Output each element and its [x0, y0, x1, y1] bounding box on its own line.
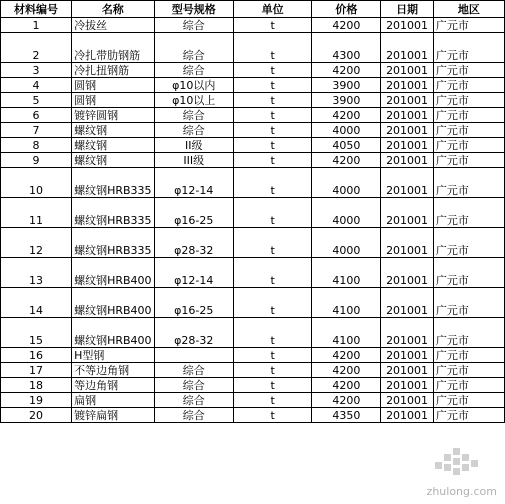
cell-name[interactable]: 螺纹钢HRB400 — [72, 288, 154, 318]
cell-region[interactable]: 广元市 — [433, 348, 504, 363]
cell-unit[interactable]: t — [233, 138, 312, 153]
table-row — [1, 168, 505, 198]
cell-material-id[interactable]: 6 — [1, 108, 72, 123]
cell-name[interactable]: 螺纹钢 — [72, 138, 154, 153]
table-body — [1, 18, 505, 423]
header-date[interactable]: 日期 — [381, 1, 434, 18]
cell-unit[interactable]: t — [233, 408, 312, 423]
cell-material-id[interactable]: 14 — [1, 288, 72, 318]
cell-unit[interactable]: t — [233, 18, 312, 33]
cell-material-id[interactable]: 8 — [1, 138, 72, 153]
cell-region[interactable]: 广元市 — [433, 33, 504, 63]
cell-region[interactable]: 广元市 — [433, 93, 504, 108]
cell-material-id[interactable]: 17 — [1, 363, 72, 378]
cell-date[interactable]: 201001 — [381, 18, 434, 33]
cell-material-id[interactable]: 1 — [1, 18, 72, 33]
cell-region[interactable]: 广元市 — [433, 168, 504, 198]
cell-spec[interactable]: 综合 — [154, 378, 233, 393]
cell-unit[interactable]: t — [233, 78, 312, 93]
cell-unit[interactable]: t — [233, 168, 312, 198]
cell-region[interactable]: 广元市 — [433, 138, 504, 153]
table-row — [1, 393, 505, 408]
header-spec[interactable]: 型号规格 — [154, 1, 233, 18]
cell-name[interactable]: 冷扎带肋钢筋 — [72, 33, 154, 63]
table-row — [1, 108, 505, 123]
cell-name[interactable]: 圆钢 — [72, 93, 154, 108]
cell-name[interactable]: 螺纹钢HRB335 — [72, 198, 154, 228]
cell-spec[interactable]: II级 — [154, 138, 233, 153]
table-row — [1, 378, 505, 393]
cell-spec[interactable]: φ16-25 — [154, 288, 233, 318]
cell-price[interactable]: 4200 — [312, 393, 381, 408]
cell-unit[interactable]: t — [233, 228, 312, 258]
table-row — [1, 63, 505, 78]
cell-spec[interactable]: 综合 — [154, 363, 233, 378]
cell-unit[interactable]: t — [233, 378, 312, 393]
cell-spec[interactable]: 综合 — [154, 123, 233, 138]
cell-price[interactable]: 4350 — [312, 408, 381, 423]
cell-region[interactable]: 广元市 — [433, 228, 504, 258]
cell-name[interactable]: 冷拔丝 — [72, 18, 154, 33]
table-row — [1, 408, 505, 423]
cell-price[interactable]: 4100 — [312, 318, 381, 348]
cell-spec[interactable]: 综合 — [154, 33, 233, 63]
cell-material-id[interactable]: 13 — [1, 258, 72, 288]
cell-name[interactable]: 螺纹钢 — [72, 123, 154, 138]
cell-price[interactable]: 4050 — [312, 138, 381, 153]
table-row — [1, 153, 505, 168]
header-unit[interactable]: 单位 — [233, 1, 312, 18]
cell-date[interactable]: 201001 — [381, 93, 434, 108]
cell-region[interactable]: 广元市 — [433, 108, 504, 123]
table-row — [1, 318, 505, 348]
cell-unit[interactable]: t — [233, 288, 312, 318]
cell-region[interactable]: 广元市 — [433, 153, 504, 168]
cell-name[interactable]: H型钢 — [72, 348, 154, 363]
table-row — [1, 363, 505, 378]
table-row — [1, 348, 505, 363]
cell-material-id[interactable]: 9 — [1, 153, 72, 168]
cell-spec[interactable]: φ28-32 — [154, 318, 233, 348]
cell-material-id[interactable]: 12 — [1, 228, 72, 258]
cell-material-id[interactable]: 7 — [1, 123, 72, 138]
cell-name[interactable]: 镀锌圆钢 — [72, 108, 154, 123]
cell-spec[interactable]: φ28-32 — [154, 228, 233, 258]
watermark-text: zhulong.com — [426, 485, 497, 498]
cell-price[interactable]: 3900 — [312, 78, 381, 93]
table-row — [1, 123, 505, 138]
cell-region[interactable]: 广元市 — [433, 18, 504, 33]
table-row — [1, 258, 505, 288]
cell-date[interactable]: 201001 — [381, 123, 434, 138]
cell-date[interactable]: 201001 — [381, 153, 434, 168]
cell-name[interactable]: 冷扎扭钢筋 — [72, 63, 154, 78]
cell-spec[interactable]: φ10以内 — [154, 78, 233, 93]
cell-date[interactable]: 201001 — [381, 378, 434, 393]
cell-unit[interactable]: t — [233, 123, 312, 138]
cell-region[interactable]: 广元市 — [433, 198, 504, 228]
cell-region[interactable]: 广元市 — [433, 318, 504, 348]
cell-unit[interactable]: t — [233, 363, 312, 378]
cell-unit[interactable]: t — [233, 153, 312, 168]
header-material-id[interactable]: 材料编号 — [1, 1, 72, 18]
cell-region[interactable]: 广元市 — [433, 288, 504, 318]
cell-unit[interactable]: t — [233, 393, 312, 408]
cell-spec[interactable]: φ12-14 — [154, 168, 233, 198]
cell-material-id[interactable]: 11 — [1, 198, 72, 228]
watermark-logo-icon — [433, 446, 479, 486]
cell-name[interactable]: 镀锌扁钢 — [72, 408, 154, 423]
cell-name[interactable]: 不等边角钢 — [72, 363, 154, 378]
cell-date[interactable]: 201001 — [381, 393, 434, 408]
cell-unit[interactable]: t — [233, 318, 312, 348]
cell-price[interactable]: 4300 — [312, 33, 381, 63]
cell-spec[interactable]: 综合 — [154, 18, 233, 33]
cell-date[interactable]: 201001 — [381, 288, 434, 318]
cell-date[interactable]: 201001 — [381, 318, 434, 348]
cell-material-id[interactable]: 16 — [1, 348, 72, 363]
cell-price[interactable]: 4200 — [312, 18, 381, 33]
cell-region[interactable]: 广元市 — [433, 63, 504, 78]
table-row — [1, 33, 505, 63]
cell-spec[interactable]: 综合 — [154, 108, 233, 123]
cell-material-id[interactable]: 19 — [1, 393, 72, 408]
cell-date[interactable]: 201001 — [381, 33, 434, 63]
cell-region[interactable]: 广元市 — [433, 408, 504, 423]
table-row — [1, 138, 505, 153]
cell-name[interactable]: 螺纹钢 — [72, 153, 154, 168]
cell-name[interactable]: 螺纹钢HRB335 — [72, 228, 154, 258]
header-price[interactable]: 价格 — [312, 1, 381, 18]
cell-price[interactable]: 4200 — [312, 108, 381, 123]
cell-region[interactable]: 广元市 — [433, 363, 504, 378]
cell-material-id[interactable]: 5 — [1, 93, 72, 108]
cell-date[interactable]: 201001 — [381, 348, 434, 363]
cell-unit[interactable]: t — [233, 258, 312, 288]
table-row — [1, 228, 505, 258]
cell-date[interactable]: 201001 — [381, 408, 434, 423]
cell-price[interactable]: 4200 — [312, 363, 381, 378]
cell-name[interactable]: 螺纹钢HRB400 — [72, 318, 154, 348]
cell-material-id[interactable]: 20 — [1, 408, 72, 423]
cell-region[interactable]: 广元市 — [433, 393, 504, 408]
cell-name[interactable]: 螺纹钢HRB335 — [72, 168, 154, 198]
cell-spec[interactable]: 综合 — [154, 63, 233, 78]
table-row — [1, 93, 505, 108]
cell-name[interactable]: 等边角钢 — [72, 378, 154, 393]
cell-region[interactable]: 广元市 — [433, 78, 504, 93]
table-row — [1, 78, 505, 93]
header-row — [1, 1, 505, 18]
cell-unit[interactable]: t — [233, 348, 312, 363]
cell-name[interactable]: 扁钢 — [72, 393, 154, 408]
cell-date[interactable]: 201001 — [381, 168, 434, 198]
cell-unit[interactable]: t — [233, 63, 312, 78]
cell-unit[interactable]: t — [233, 108, 312, 123]
cell-spec[interactable]: φ16-25 — [154, 198, 233, 228]
cell-material-id[interactable]: 15 — [1, 318, 72, 348]
header-region[interactable]: 地区 — [433, 1, 504, 18]
header-name[interactable]: 名称 — [72, 1, 154, 18]
cell-price[interactable]: 4100 — [312, 258, 381, 288]
cell-material-id[interactable]: 2 — [1, 33, 72, 63]
cell-date[interactable]: 201001 — [381, 363, 434, 378]
cell-spec[interactable]: 综合 — [154, 393, 233, 408]
cell-price[interactable]: 4100 — [312, 288, 381, 318]
cell-spec[interactable]: III级 — [154, 153, 233, 168]
cell-material-id[interactable]: 18 — [1, 378, 72, 393]
table-row — [1, 198, 505, 228]
cell-price[interactable]: 4200 — [312, 153, 381, 168]
cell-price[interactable]: 4000 — [312, 123, 381, 138]
cell-date[interactable]: 201001 — [381, 138, 434, 153]
cell-price[interactable]: 4000 — [312, 168, 381, 198]
cell-spec[interactable]: φ12-14 — [154, 258, 233, 288]
cell-price[interactable]: 4000 — [312, 228, 381, 258]
cell-price[interactable]: 4200 — [312, 348, 381, 363]
cell-date[interactable]: 201001 — [381, 228, 434, 258]
cell-name[interactable]: 螺纹钢HRB400 — [72, 258, 154, 288]
table-row — [1, 288, 505, 318]
cell-date[interactable]: 201001 — [381, 108, 434, 123]
cell-date[interactable]: 201001 — [381, 258, 434, 288]
cell-price[interactable]: 3900 — [312, 93, 381, 108]
cell-material-id[interactable]: 3 — [1, 63, 72, 78]
cell-unit[interactable]: t — [233, 198, 312, 228]
cell-date[interactable]: 201001 — [381, 63, 434, 78]
cell-price[interactable]: 4200 — [312, 63, 381, 78]
cell-material-id[interactable]: 4 — [1, 78, 72, 93]
cell-spec[interactable]: φ10以上 — [154, 93, 233, 108]
cell-price[interactable]: 4000 — [312, 198, 381, 228]
cell-spec[interactable]: 综合 — [154, 408, 233, 423]
cell-region[interactable]: 广元市 — [433, 123, 504, 138]
cell-unit[interactable]: t — [233, 33, 312, 63]
table-row — [1, 18, 505, 33]
cell-date[interactable]: 201001 — [381, 78, 434, 93]
cell-region[interactable]: 广元市 — [433, 378, 504, 393]
cell-unit[interactable]: t — [233, 93, 312, 108]
cell-region[interactable]: 广元市 — [433, 258, 504, 288]
cell-name[interactable]: 圆钢 — [72, 78, 154, 93]
cell-spec[interactable] — [154, 348, 233, 363]
cell-material-id[interactable]: 10 — [1, 168, 72, 198]
cell-date[interactable]: 201001 — [381, 198, 434, 228]
cell-price[interactable]: 4200 — [312, 378, 381, 393]
